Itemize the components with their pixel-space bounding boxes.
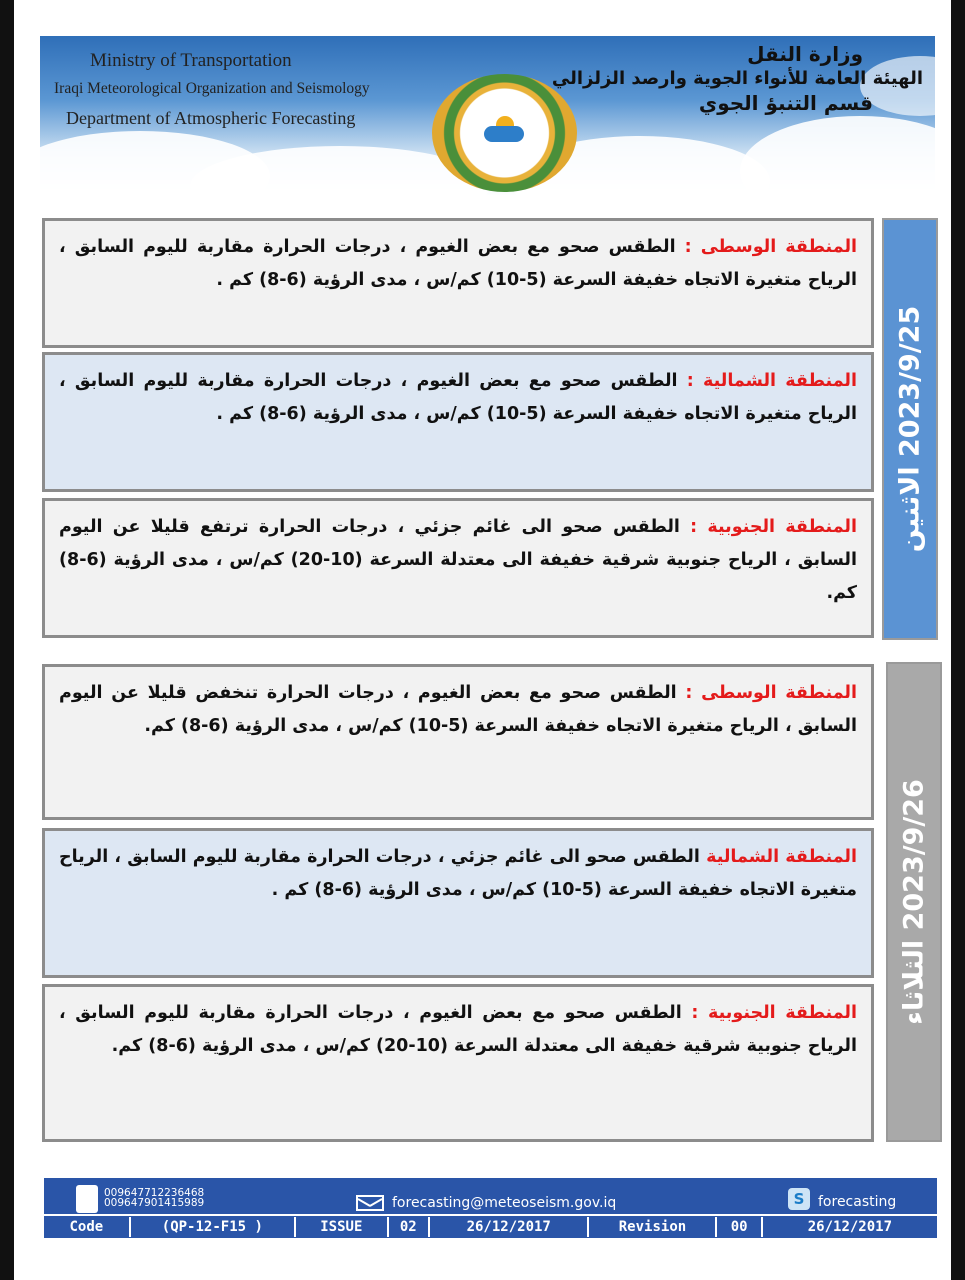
issue-label: ISSUE bbox=[296, 1217, 389, 1237]
header-arabic bbox=[551, 42, 923, 115]
revision-number: 00 bbox=[717, 1217, 762, 1237]
organization-name-en: Iraqi Meteorological Organization and Seismology bbox=[54, 80, 370, 97]
region-forecast-text: الطقس صحو مع بعض الغيوم ، درجات الحرارة مقاربة لليوم السابق ، الرياح جنوبية شرقية خفيفة الى معتدلة السرعة (10-20) كم/س ، مدى الرؤية (6-8) كم. bbox=[59, 1003, 857, 1056]
revision-date: 26/12/2017 bbox=[807, 1219, 893, 1235]
page-edge-right bbox=[951, 0, 965, 1280]
organization-name-ar: الهيئة العامة للأنواء الجوية وارصد الزلزالي bbox=[551, 68, 923, 89]
footer-phones bbox=[104, 1188, 204, 1208]
day-date-label: 2023/9/25 الاثنين bbox=[894, 305, 926, 553]
page-edge-left bbox=[0, 0, 14, 1280]
cloud-icon bbox=[484, 126, 524, 142]
organization-logo bbox=[432, 74, 577, 192]
document-code-row bbox=[44, 1217, 937, 1237]
region-forecast-central bbox=[42, 218, 874, 348]
code-value: (QP-12-F15 ) bbox=[131, 1217, 296, 1237]
region-forecast-text: الطقس صحو مع بعض الغيوم ، درجات الحرارة تنخفض قليلا عن اليوم السابق ، الرياح متغيرة الاتجاه خفيفة السرعة (5-10) كم/س ، مدى الرؤية (6-8) كم. bbox=[59, 683, 857, 736]
day-label-monday bbox=[882, 218, 938, 640]
issue-date: 26/12/2017 bbox=[430, 1217, 589, 1237]
mail-icon bbox=[356, 1195, 384, 1211]
department-name-en: Department of Atmospheric Forecasting bbox=[66, 108, 356, 128]
region-name: المنطقة الوسطى : bbox=[684, 237, 858, 257]
footer-divider bbox=[44, 1214, 937, 1216]
region-forecast-text: الطقس صحو مع بعض الغيوم ، درجات الحرارة مقاربة لليوم السابق ، الرياح متغيرة الاتجاه خفيفة السرعة (5-10) كم/س ، مدى الرؤية (6-8) كم . bbox=[59, 371, 857, 424]
region-name: المنطقة الشمالية : bbox=[686, 371, 857, 391]
region-name: المنطقة الجنوبية : bbox=[690, 517, 857, 537]
region-name: المنطقة الوسطى : bbox=[685, 683, 858, 703]
cloud-decoration bbox=[740, 116, 935, 196]
footer-skype[interactable]: forecasting bbox=[818, 1194, 897, 1210]
footer-email[interactable]: forecasting@meteoseism.gov.iq bbox=[392, 1195, 617, 1211]
revision-label: Revision bbox=[589, 1217, 717, 1237]
region-forecast-text: الطقس صحو الى غائم جزئي ، درجات الحرارة مقاربة لليوم السابق ، الرياح متغيرة الاتجاه خفيفة السرعة (5-10) كم/س ، مدى الرؤية (6-8) كم . bbox=[59, 847, 857, 900]
phone-icon bbox=[76, 1185, 98, 1213]
skype-icon: S bbox=[788, 1188, 810, 1210]
region-name: المنطقة الجنوبية : bbox=[691, 1003, 858, 1023]
department-name-ar: قسم التنبؤ الجوي bbox=[698, 91, 873, 115]
issue-number: 02 bbox=[389, 1217, 430, 1237]
ministry-name-ar: وزارة النقل bbox=[747, 42, 863, 66]
phone-number: 009647712236468 bbox=[104, 1187, 205, 1199]
region-forecast-north bbox=[42, 828, 874, 978]
header-banner bbox=[40, 36, 935, 196]
region-forecast-south bbox=[42, 498, 874, 638]
code-label: Code bbox=[44, 1217, 131, 1237]
region-forecast-text: الطقس صحو مع بعض الغيوم ، درجات الحرارة مقاربة لليوم السابق ، الرياح متغيرة الاتجاه خفيفة السرعة (5-10) كم/س ، مدى الرؤية (6-8) كم . bbox=[59, 237, 857, 290]
header-english bbox=[40, 36, 370, 136]
region-forecast-south bbox=[42, 984, 874, 1142]
region-forecast-text: الطقس صحو الى غائم جزئي ، درجات الحرارة ترتفع قليلا عن اليوم السابق ، الرياح جنوبية شرقية خفيفة الى معتدلة السرعة (10-20) كم/س ، مدى الرؤية (6-8) كم. bbox=[59, 517, 857, 603]
ministry-name-en: Ministry of Transportation bbox=[90, 50, 292, 71]
region-name: المنطقة الشمالية bbox=[706, 847, 857, 867]
day-date-label: 2023/9/26 الثلاثاء bbox=[898, 779, 930, 1025]
day-label-tuesday bbox=[886, 662, 942, 1142]
region-forecast-central bbox=[42, 664, 874, 820]
region-forecast-north bbox=[42, 352, 874, 492]
phone-number: 009647901415989 bbox=[104, 1197, 205, 1209]
